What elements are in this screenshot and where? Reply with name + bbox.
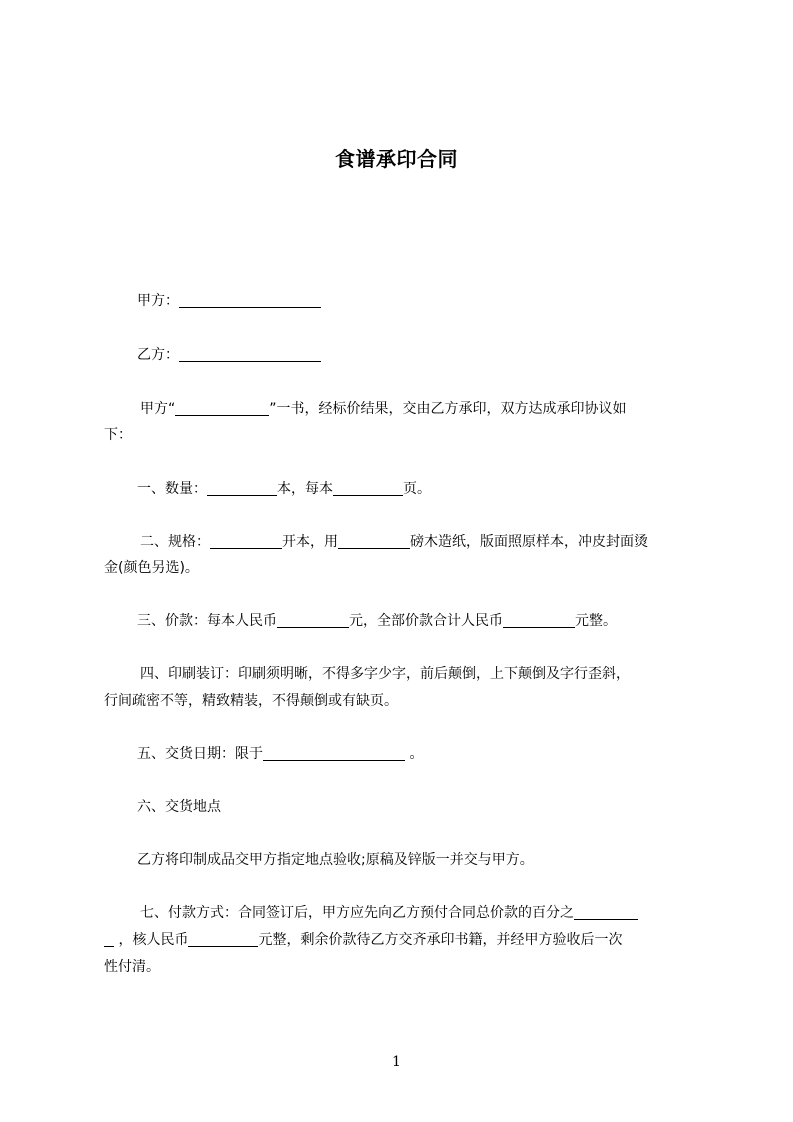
party-b-label: 乙方：: [137, 347, 179, 363]
intro-text-2: ”一书，经标价结果，交由乙方承印，双方达成承印协议如: [269, 401, 627, 417]
clause-payment-line-1: [104, 899, 740, 927]
clause-payment-text-4: 性付清。: [104, 959, 160, 975]
intro-line-1: [104, 395, 740, 423]
clause-price: [104, 607, 737, 635]
clause-payment-text-2: ，核人民币: [114, 932, 189, 948]
clause-spec-line-1: [104, 528, 740, 556]
party-a-label: 甲方：: [137, 293, 179, 309]
advance-amount-blank: [188, 930, 258, 947]
book-title-blank: [175, 399, 269, 416]
clause-spec-line-2: [104, 554, 704, 582]
clause-quantity-label: 一、数量：: [137, 481, 207, 497]
page-number: 1: [392, 1054, 401, 1070]
clause-payment-line-2: [104, 926, 704, 954]
clause-spec-text-2: 开本，用: [282, 534, 338, 550]
clause-delivery-place-body: [104, 846, 737, 874]
percentage-blank: [574, 903, 638, 920]
clause-delivery-date-end: 。: [405, 746, 424, 762]
clause-quantity-text-3: 页。: [403, 481, 431, 497]
unit-price-blank: [277, 611, 349, 628]
pages-blank: [333, 479, 403, 496]
party-b-blank: [179, 345, 321, 362]
clause-printing-line-1: [104, 660, 740, 688]
clause-payment-text-3: 元整，剩余价款待乙方交齐承印书籍，并经甲方验收后一次: [258, 932, 623, 948]
intro-text-1: 甲方“: [140, 401, 176, 417]
clause-printing-text-1: 四、印刷装订：印刷须明晰，不得多字少字，前后颠倒，上下颠倒及字行歪斜，: [140, 666, 630, 682]
clause-delivery-date-label: 五、交货日期：限于: [137, 746, 263, 762]
clause-delivery-place-text: 乙方将印制成品交甲方指定地点验收;原稿及锌版一并交与甲方。: [137, 852, 534, 868]
clause-spec-text-3: 磅木造纸，版面照原样本，冲皮封面烫: [410, 534, 648, 550]
clause-payment-text-1: 七、付款方式：合同签订后，甲方应先向乙方预付合同总价款的百分之: [140, 905, 574, 921]
clause-spec-text-4: 金(颜色另选)。: [104, 560, 199, 576]
total-price-blank: [503, 611, 575, 628]
party-b-line: [104, 341, 737, 369]
party-a-blank: [179, 291, 321, 308]
clause-printing-text-2: 行间疏密不等，精致精装，不得颠倒或有缺页。: [104, 693, 398, 709]
clause-price-label: 三、价款：每本人民币: [137, 613, 277, 629]
delivery-date-blank: [263, 744, 405, 761]
document-title: 食谱承印合同: [335, 147, 458, 171]
copies-blank: [207, 479, 277, 496]
clause-spec-label: 二、规格：: [140, 534, 210, 550]
clause-payment-line-3: [104, 953, 704, 981]
clause-delivery-place-heading: 六、交货地点: [137, 799, 221, 815]
clause-printing-line-2: [104, 687, 704, 715]
clause-delivery-place: [104, 793, 737, 821]
intro-text-3: 下：: [104, 427, 132, 443]
party-a-line: [104, 287, 737, 315]
clause-quantity: [104, 475, 737, 503]
format-blank: [210, 532, 282, 549]
percentage-blank-continued: [104, 930, 114, 947]
intro-line-2: [104, 421, 704, 449]
clause-price-text-3: 元整。: [575, 613, 617, 629]
paper-weight-blank: [338, 532, 410, 549]
clause-delivery-date: [104, 740, 737, 768]
clause-quantity-text-2: 本，每本: [277, 481, 333, 497]
clause-price-text-2: 元，全部价款合计人民币: [349, 613, 503, 629]
